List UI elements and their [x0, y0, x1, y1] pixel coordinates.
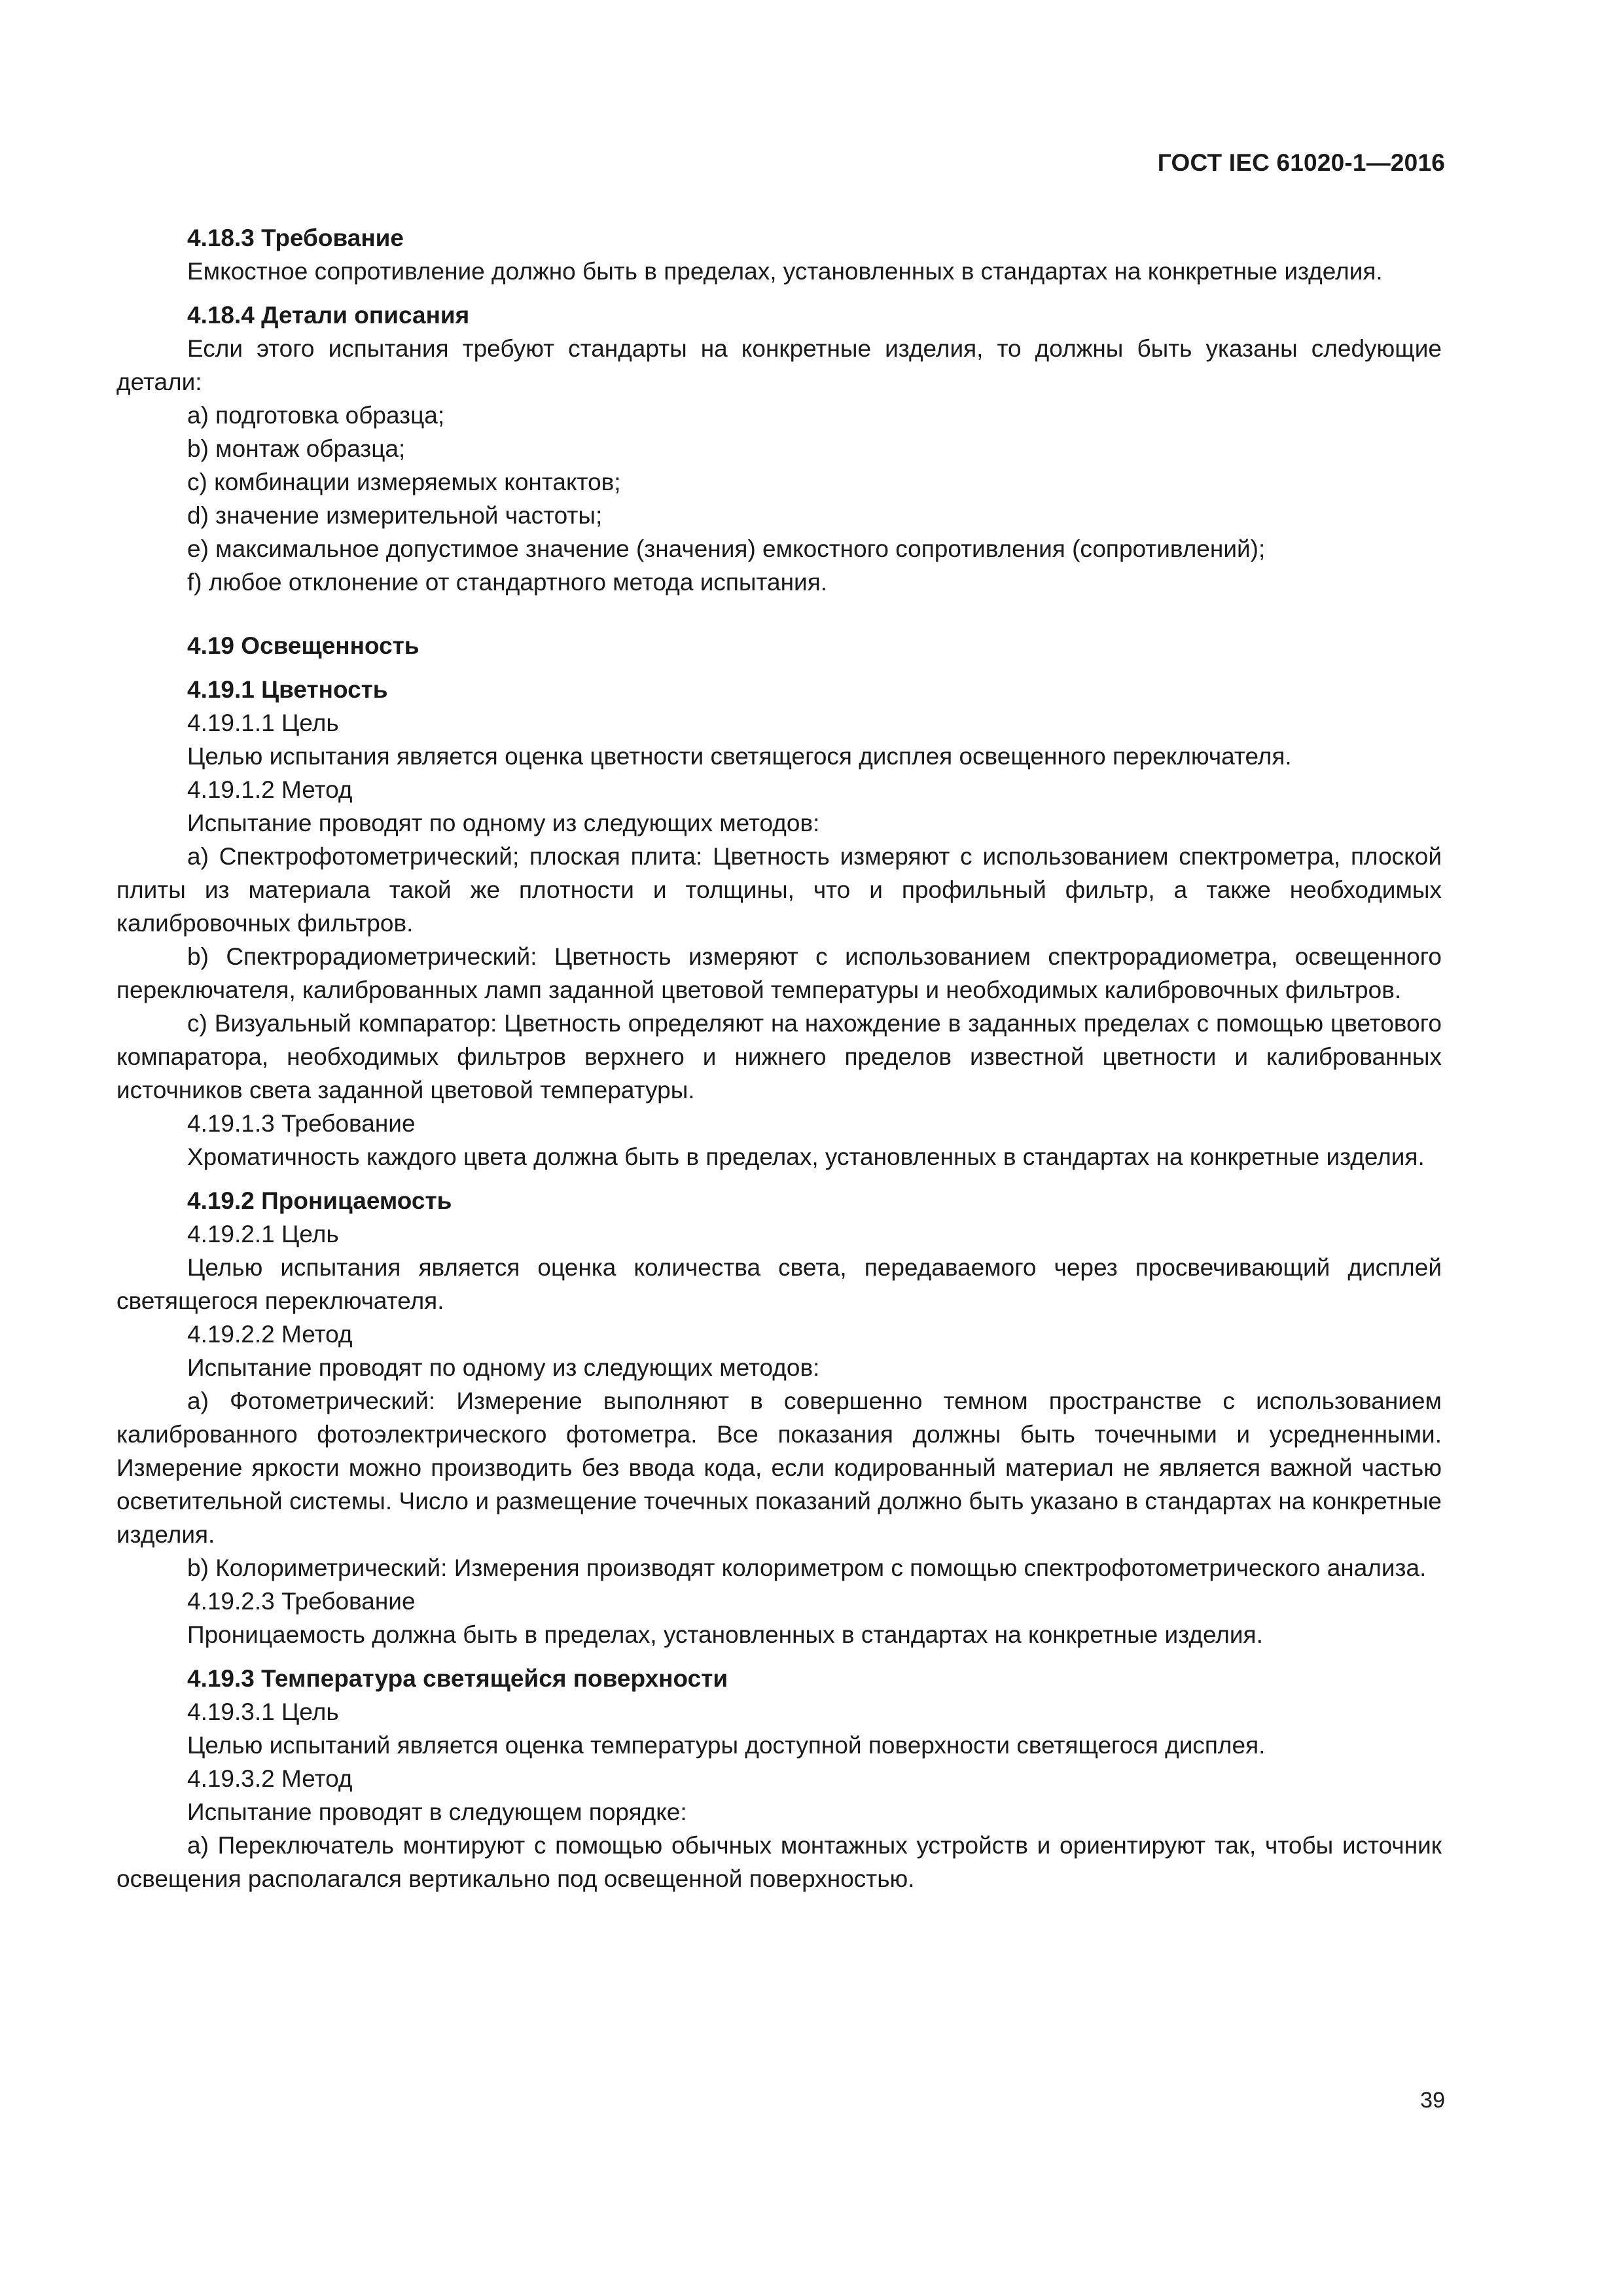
paragraph: Целью испытания является оценка количества света, передаваемого через просвечивающий дисплей светящегося переключателя.	[116, 1254, 1442, 1314]
paragraph: a) Спектрофотометрический; плоская плита: Цветность измеряют с использованием спектрометра, плоской плиты из материала такой же плотности и толщины, что и профильный фильтр, а также необходимых калибровочных фильтров.	[116, 843, 1442, 937]
paragraph: Хроматичность каждого цвета должна быть в пределах, установленных в стандартах на конкретные изделия.	[187, 1143, 1425, 1170]
paragraph: b) Колориметрический: Измерения производят колориметром с помощью спектрофотометрического анализа.	[187, 1554, 1427, 1581]
section-heading: 4.19.2 Проницаемость	[187, 1187, 452, 1214]
paragraph: c) Визуальный компаратор: Цветность определяют на нахождение в заданных пределах с помощью цветового компаратора, необходимых фильтров верхнего и нижнего пределов известной цветности и калиброванных источников света заданной цветовой температуры.	[116, 1010, 1442, 1103]
paragraph: Если этого испытания требуют стандарты на конкретные изделия, то должны быть указаны слеdующие детали:	[116, 335, 1442, 395]
section-heading: 4.19.1 Цветность	[187, 676, 388, 703]
list-item: 4.19.1.1 Цель	[187, 709, 339, 736]
paragraph: Проницаемость должна быть в пределах, установленных в стандартах на конкретные изделия.	[187, 1621, 1263, 1648]
paragraph: Испытание проводят по одному из следующих методов:	[187, 1354, 820, 1381]
list-item: c) комбинации измеряемых контактов;	[187, 469, 621, 495]
list-item: f) любое отклонение от стандартного метода испытания.	[187, 569, 828, 596]
list-item: 4.19.1.3 Требование	[187, 1110, 416, 1137]
list-item: 4.19.3.2 Метод	[187, 1765, 353, 1792]
paragraph: Целью испытаний является оценка температуры доступной поверхности светящегося дисплея.	[187, 1732, 1266, 1759]
paragraph: a) Фотометрический: Измерение выполняют в совершенно темном пространстве с использованием калиброванного фотоэлектрического фотометра. Все показания должны быть точечными и усредненными. Измерение яркости можно производить без ввода кода, если кодированный материал не является важной частью осветительной системы. Число и размещение точечных показаний должно быть указано в стандартах на конкретные изделия.	[116, 1388, 1442, 1548]
section-heading: 4.18.4 Детали описания	[187, 302, 470, 329]
list-item: a) подготовка образца;	[187, 402, 445, 429]
paragraph: Целью испытания является оценка цветности светящегося дисплея освещенного переключателя.	[187, 743, 1292, 770]
section-heading: 4.18.3 Требование	[187, 224, 404, 251]
list-item: d) значение измерительной частоты;	[187, 502, 603, 529]
section-heading: 4.19 Освещенность	[187, 632, 419, 659]
paragraph: Испытание проводят по одному из следующих методов:	[187, 810, 820, 836]
document-body	[116, 221, 1442, 1895]
list-item: 4.19.2.2 Метод	[187, 1321, 353, 1348]
section-heading: 4.19.3 Температура светящейся поверхности	[187, 1665, 728, 1692]
list-item: b) монтаж образца;	[187, 435, 406, 462]
page-number: 39	[1420, 2088, 1445, 2113]
list-item: 4.19.3.1 Цель	[187, 1698, 339, 1725]
list-item: 4.19.2.3 Требование	[187, 1588, 416, 1615]
paragraph: b) Спектрорадиометрический: Цветность измеряют с использованием спектрорадиометра, освещенного переключателя, калиброванных ламп заданной цветовой температуры и необходимых калибровочных фильтров.	[116, 943, 1442, 1003]
paragraph: Емкостное сопротивление должно быть в пределах, установленных в стандартах на конкретные изделия.	[187, 258, 1383, 285]
standard-designation: ГОСТ IEC 61020-1—2016	[1157, 149, 1445, 176]
paragraph: a) Переключатель монтируют с помощью обычных монтажных устройств и ориентируют так, чтобы источник освещения располагался вертикально под освещенной поверхностью.	[116, 1832, 1442, 1892]
list-item: 4.19.1.2 Метод	[187, 776, 353, 803]
list-item: e) максимальное допустимое значение (значения) емкостного сопротивления (сопротивлений);	[187, 535, 1266, 562]
paragraph: Испытание проводят в следующем порядке:	[187, 1799, 687, 1825]
list-item: 4.19.2.1 Цель	[187, 1221, 339, 1247]
